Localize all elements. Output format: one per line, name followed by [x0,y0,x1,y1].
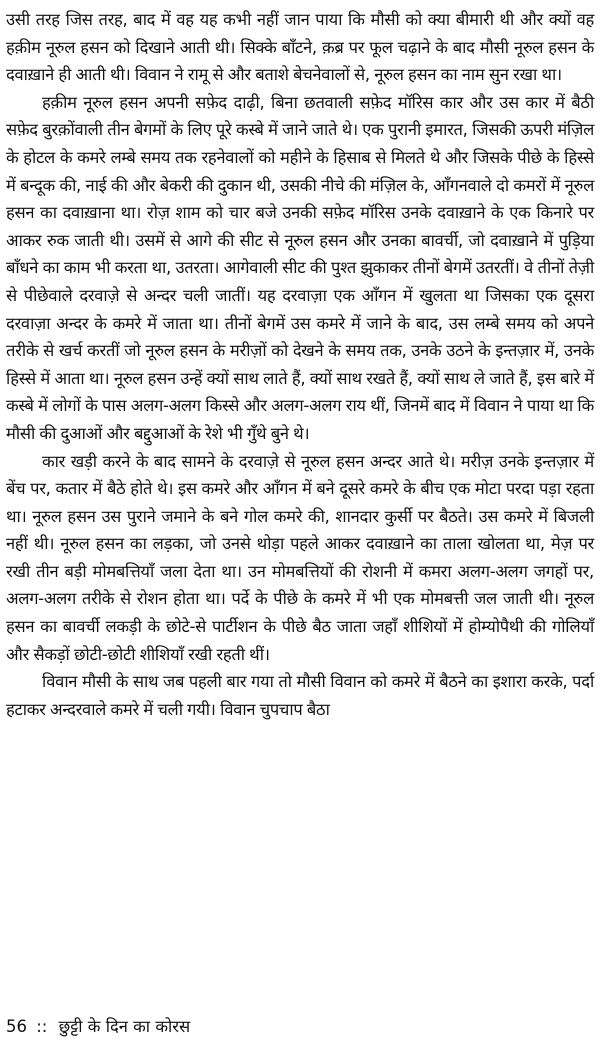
paragraph-2: हक़ीम नूरुल हसन अपनी सफ़ेद दाढ़ी, बिना छतवाली सफ़ेद मॉरिस कार और उस कार में बैठी सफ़ेद बुरक़ोंवाली तीन बेगमों के लिए पूरे कस्बे में जाने जाते थे। एक पुरानी इमारत, जिसकी ऊपरी मंज़िल के होटल के कमरे लम्बे समय तक रहनेवालों को महीने के हिसाब से मिलते थे और जिसके पीछे के हिस्से में बन्दूक की, नाई की और बेकरी की दुकान थी, उसकी नीचे की मंज़िल के, आँगनवाले दो कमरों में नूरुल हसन का दवाख़ाना था। रोज़ शाम को चार बजे उनकी सफ़ेद मॉरिस उनके दवाख़ाने के एक किनारे पर आकर रुक जाती थी। उसमें से आगे की सीट से नूरुल हसन और उनका बावर्ची, जो दवाख़ाने में पुड़िया बाँधने का काम भी करता था, उतरता। आगेवाली सीट की पुश्त झुकाकर तीनों बेगमें उतरतीं। वे तीनों तेज़ी से पीछेवाले दरवाज़े से अन्दर चली जातीं। यह दरवाज़ा एक आँगन में खुलता था जिसका एक दूसरा दरवाज़ा अन्दर के कमरे में जाता था। तीनों बेगमें उस कमरे में जाने के बाद, उस लम्बे समय को अपने तरीके से खर्च करतीं जो नूरुल हसन के मरीज़ों को देखने के समय तक, उनके उठने के इन्तज़ार में, उनके हिस्से में आता था। नूरुल हसन उन्हें क्यों साथ लाते हैं, क्यों साथ रखते हैं, क्यों साथ ले जाते हैं, इस बारे में कस्बे में लोगों के पास अलग-अलग किस्से और अलग-अलग राय थीं, जिनमें बाद में विवान ने पाया था कि मौसी की दुआओं और बद्दुआओं के रेशे भी गुँथे बुने थे। [6,92,594,443]
page-footer [6,1016,190,1038]
paragraph-3: कार खड़ी करने के बाद सामने के दरवाज़े से नूरुल हसन अन्दर आते थे। मरीज़ उनके इन्तज़ार में बेंच पर, कतार में बैठे होते थे। इस कमरे और आँगन में बने दूसरे कमरे के बीच एक मोटा परदा पड़ा रहता था। नूरुल हसन उस पुराने जमाने के बने गोल कमरे की, शानदार कुर्सी पर बैठते। उस कमरे में बिजली नहीं थी। नूरुल हसन का लड़का, जो उनसे थोड़ा पहले आकर दवाख़ाने का ताला खोलता था, मेज़ पर रखी तीन बड़ी मोमबत्तियाँ जला देता था। उन मोमबत्तियों की रोशनी में कमरा अलग-अलग जगहों पर, अलग-अलग तरीके से रोशन होता था। पर्दे के पीछे के कमरे में भी एक मोमबत्ती जल जाती थी। नूरुल हसन का बावर्ची लकड़ी के छोटे-से पार्टीशन के पीछे बैठ जाता जहाँ शीशियों में होम्योपैथी की गोलियाँ और सैकड़ों छोटी-छोटी शीशियाँ रखी रहती थीं। [6,451,594,664]
running-title: छुट्टी के दिन का कोरस [58,1017,191,1036]
paragraph-1: उसी तरह जिस तरह, बाद में वह यह कभी नहीं जान पाया कि मौसी को क्या बीमारी थी और क्यों वह हक़ीम नूरुल हसन को दिखाने आती थी। सिक्के बाँटने, क़ब्र पर फूल चढ़ाने के बाद मौसी नूरुल हसन के दवाख़ाने ही आती थी। विवान ने रामू से और बताशे बेचनेवालों से, नूरुल हसन का नाम सुन रखा था। [6,10,594,85]
paragraph-4: विवान मौसी के साथ जब पहली बार गया तो मौसी विवान को कमरे में बैठने का इशारा करके, पर्दा हटाकर अन्दरवाले कमरे में चली गयी। विवान चुपचाप बैठा [6,672,594,719]
footer-separator: :: [36,1017,48,1036]
page-number: 56 [6,1017,27,1036]
